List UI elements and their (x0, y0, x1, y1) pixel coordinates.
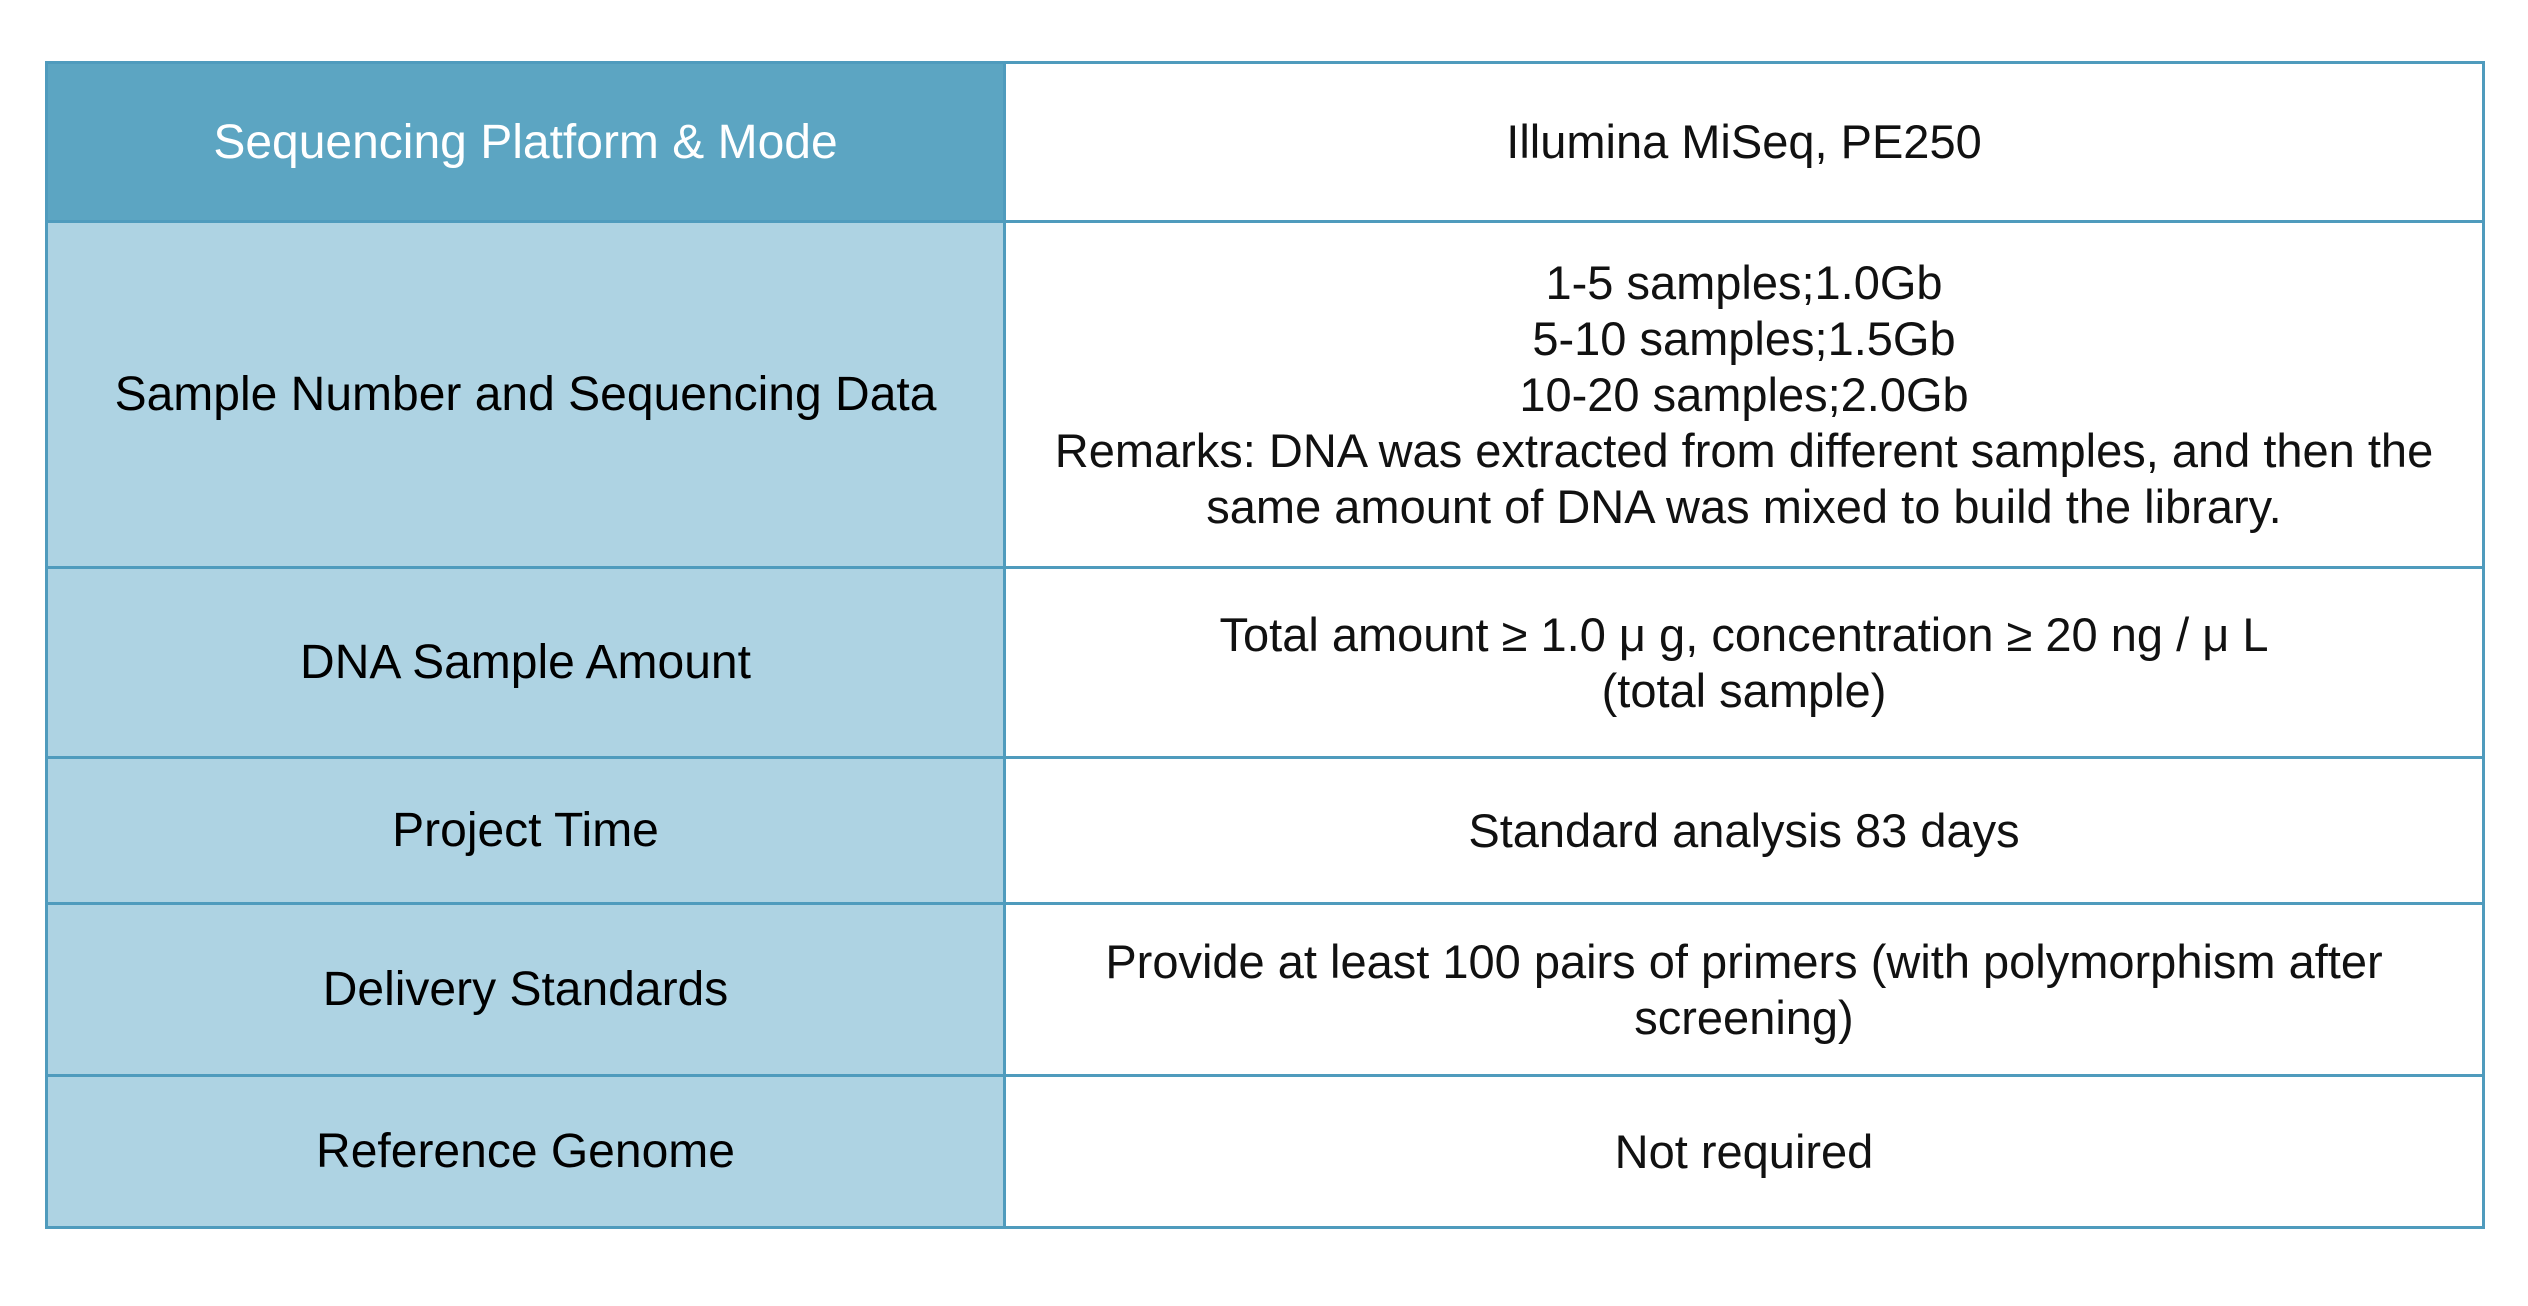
row-value-delivery-standards (1005, 904, 2484, 1076)
table-row (47, 63, 2484, 222)
table-row (47, 758, 2484, 904)
value-line: 5-10 samples;1.5Gb (1532, 311, 1956, 365)
row-label-dna-amount: DNA Sample Amount (47, 568, 1005, 758)
value-line: Total amount ≥ 1.0 μ g, concentration ≥ 20 ng / μ L (1219, 607, 2269, 661)
row-value-sample-number (1005, 222, 2484, 568)
value-line: same amount of DNA was mixed to build the library. (1206, 479, 2282, 533)
row-label-project-time: Project Time (47, 758, 1005, 904)
value-line: Not required (1614, 1124, 1874, 1178)
value-line: Provide at least 100 pairs of primers (with polymorphism after (1105, 934, 2383, 988)
value-line: Illumina MiSeq, PE250 (1506, 115, 1982, 168)
value-line: Remarks: DNA was extracted from different samples, and then the (1054, 423, 2434, 477)
row-value-platform (1005, 63, 2484, 222)
row-value-project-time (1005, 758, 2484, 904)
value-line: (total sample) (1601, 663, 1887, 717)
value-line: screening) (1634, 990, 1854, 1044)
value-line: 10-20 samples;2.0Gb (1519, 367, 1969, 421)
table-row (47, 904, 2484, 1076)
row-label-sample-number: Sample Number and Sequencing Data (47, 222, 1005, 568)
table-row (47, 1076, 2484, 1228)
row-label-delivery-standards: Delivery Standards (47, 904, 1005, 1076)
row-value-reference-genome (1005, 1076, 2484, 1228)
table-row (47, 568, 2484, 758)
row-label-platform: Sequencing Platform & Mode (47, 63, 1005, 222)
value-line: Standard analysis 83 days (1468, 803, 2020, 857)
row-value-dna-amount (1005, 568, 2484, 758)
value-line: 1-5 samples;1.0Gb (1545, 255, 1943, 309)
table-row (47, 222, 2484, 568)
row-label-reference-genome: Reference Genome (47, 1076, 1005, 1228)
service-spec-table (45, 61, 2485, 1229)
